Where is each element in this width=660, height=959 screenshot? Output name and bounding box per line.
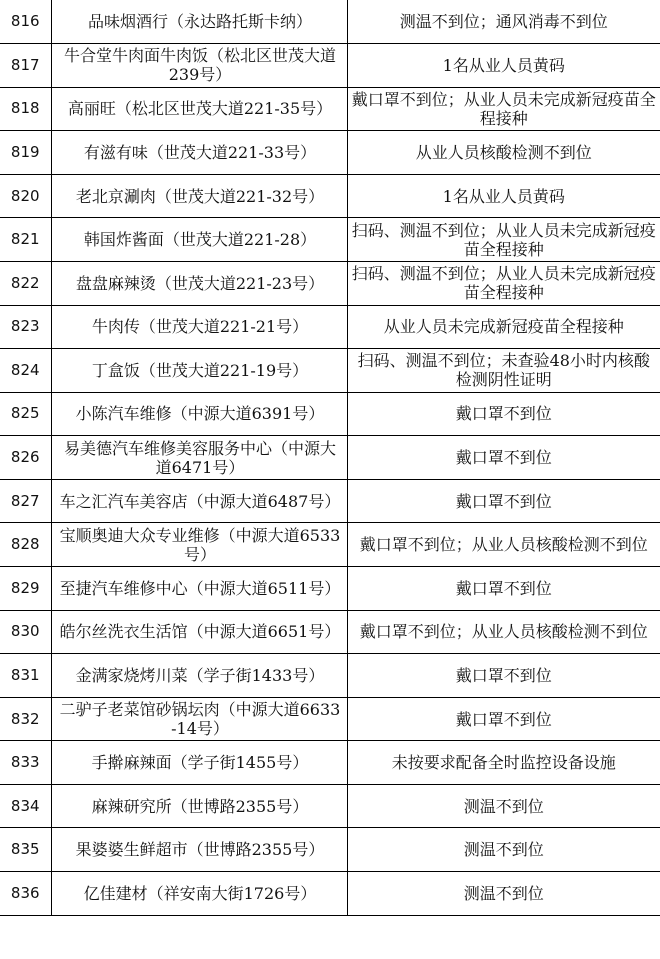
table-row bbox=[0, 87, 660, 131]
issue-text: 从业人员未完成新冠疫苗全程接种 bbox=[347, 305, 660, 349]
row-number: 835 bbox=[0, 828, 51, 872]
business-name: 韩国炸酱面（世茂大道221-28） bbox=[51, 218, 347, 262]
table-row bbox=[0, 349, 660, 393]
table-row bbox=[0, 479, 660, 523]
business-name: 高丽旺（松北区世茂大道221-35号） bbox=[51, 87, 347, 131]
table-row bbox=[0, 131, 660, 175]
row-number: 816 bbox=[0, 0, 51, 44]
issue-text: 戴口罩不到位 bbox=[347, 436, 660, 480]
business-name: 手擀麻辣面（学子街1455号） bbox=[51, 741, 347, 785]
issue-text: 戴口罩不到位；从业人员核酸检测不到位 bbox=[347, 610, 660, 654]
business-name: 果婆婆生鲜超市（世博路2355号） bbox=[51, 828, 347, 872]
business-name: 老北京涮肉（世茂大道221-32号） bbox=[51, 174, 347, 218]
issue-text: 测温不到位 bbox=[347, 828, 660, 872]
row-number: 821 bbox=[0, 218, 51, 262]
issue-text: 扫码、测温不到位；未查验48小时内核酸检测阴性证明 bbox=[347, 349, 660, 393]
row-number: 834 bbox=[0, 784, 51, 828]
business-name: 小陈汽车维修（中源大道6391号） bbox=[51, 392, 347, 436]
business-name: 宝顺奥迪大众专业维修（中源大道6533号） bbox=[51, 523, 347, 567]
issue-text: 戴口罩不到位；从业人员未完成新冠疫苗全程接种 bbox=[347, 87, 660, 131]
table-row bbox=[0, 784, 660, 828]
row-number: 827 bbox=[0, 479, 51, 523]
issue-text: 1名从业人员黄码 bbox=[347, 174, 660, 218]
issue-text: 1名从业人员黄码 bbox=[347, 44, 660, 88]
table-row bbox=[0, 828, 660, 872]
row-number: 822 bbox=[0, 261, 51, 305]
row-number: 826 bbox=[0, 436, 51, 480]
issue-text: 测温不到位 bbox=[347, 872, 660, 916]
business-name: 金满家烧烤川菜（学子街1433号） bbox=[51, 654, 347, 698]
table-row bbox=[0, 654, 660, 698]
business-name: 易美德汽车维修美容服务中心（中源大道6471号） bbox=[51, 436, 347, 480]
table-row bbox=[0, 610, 660, 654]
business-name: 品味烟酒行（永达路托斯卡纳） bbox=[51, 0, 347, 44]
issue-text: 扫码、测温不到位；从业人员未完成新冠疫苗全程接种 bbox=[347, 261, 660, 305]
issue-text: 测温不到位；通风消毒不到位 bbox=[347, 0, 660, 44]
row-number: 832 bbox=[0, 697, 51, 741]
table-row bbox=[0, 392, 660, 436]
row-number: 820 bbox=[0, 174, 51, 218]
issue-text: 戴口罩不到位 bbox=[347, 567, 660, 611]
business-name: 有滋有味（世茂大道221-33号） bbox=[51, 131, 347, 175]
issue-text: 戴口罩不到位 bbox=[347, 392, 660, 436]
issue-text: 未按要求配备全时监控设备设施 bbox=[347, 741, 660, 785]
issue-text: 戴口罩不到位 bbox=[347, 654, 660, 698]
business-name: 麻辣研究所（世博路2355号） bbox=[51, 784, 347, 828]
table-row bbox=[0, 436, 660, 480]
issue-text: 戴口罩不到位 bbox=[347, 479, 660, 523]
row-number: 836 bbox=[0, 872, 51, 916]
row-number: 833 bbox=[0, 741, 51, 785]
row-number: 819 bbox=[0, 131, 51, 175]
business-name: 车之汇汽车美容店（中源大道6487号） bbox=[51, 479, 347, 523]
row-number: 830 bbox=[0, 610, 51, 654]
table-row bbox=[0, 0, 660, 44]
issue-text: 戴口罩不到位 bbox=[347, 697, 660, 741]
table-row bbox=[0, 741, 660, 785]
business-name: 皓尔丝洗衣生活馆（中源大道6651号） bbox=[51, 610, 347, 654]
row-number: 818 bbox=[0, 87, 51, 131]
business-name: 牛肉传（世茂大道221-21号） bbox=[51, 305, 347, 349]
row-number: 831 bbox=[0, 654, 51, 698]
row-number: 828 bbox=[0, 523, 51, 567]
row-number: 825 bbox=[0, 392, 51, 436]
table-row bbox=[0, 261, 660, 305]
row-number: 817 bbox=[0, 44, 51, 88]
row-number: 824 bbox=[0, 349, 51, 393]
issue-text: 戴口罩不到位；从业人员核酸检测不到位 bbox=[347, 523, 660, 567]
table-row bbox=[0, 174, 660, 218]
issue-text: 从业人员核酸检测不到位 bbox=[347, 131, 660, 175]
business-name: 至捷汽车维修中心（中源大道6511号） bbox=[51, 567, 347, 611]
business-name: 丁盒饭（世茂大道221-19号） bbox=[51, 349, 347, 393]
issue-text: 测温不到位 bbox=[347, 784, 660, 828]
issue-text: 扫码、测温不到位；从业人员未完成新冠疫苗全程接种 bbox=[347, 218, 660, 262]
business-name: 亿佳建材（祥安南大街1726号） bbox=[51, 872, 347, 916]
table-row bbox=[0, 872, 660, 916]
business-name: 盘盘麻辣烫（世茂大道221-23号） bbox=[51, 261, 347, 305]
table-row bbox=[0, 567, 660, 611]
table-row bbox=[0, 44, 660, 88]
business-name: 牛合堂牛肉面牛肉饭（松北区世茂大道239号） bbox=[51, 44, 347, 88]
table-row bbox=[0, 523, 660, 567]
table-row bbox=[0, 305, 660, 349]
table-row bbox=[0, 218, 660, 262]
business-name: 二驴子老菜馆砂锅坛肉（中源大道6633-14号） bbox=[51, 697, 347, 741]
row-number: 829 bbox=[0, 567, 51, 611]
table-row bbox=[0, 697, 660, 741]
row-number: 823 bbox=[0, 305, 51, 349]
